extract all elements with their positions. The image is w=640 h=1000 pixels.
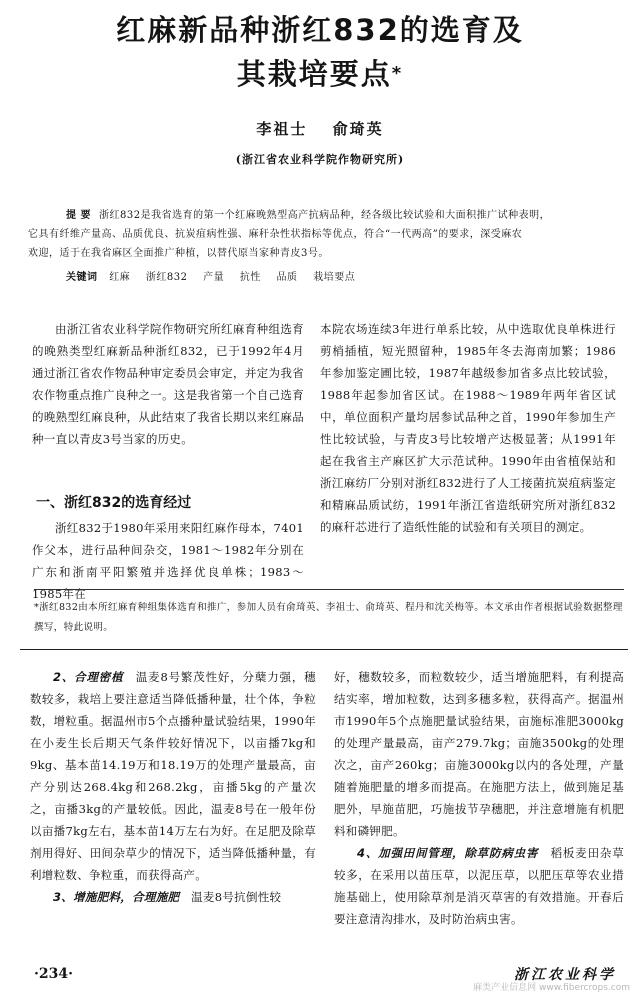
keyword: 品质 [276, 272, 298, 283]
breeding-continued-paragraph: 本院农场连续3年进行单系比较，从中选取优良单株进行剪梢插植，短光照留种，1985年冬去海南加繁；1986年参加鉴定圃比较，1987年越级参加省多点比较试验，1988年起参加省区试。在1988～1989年两年省区试中，单位面积产量均居参试品种之首，1990年参加生产性比较试验，与青皮3号比较增产达极显著；从1991年起在我省主产麻区扩大示范试种。1990年由省植保站和浙江麻纺厂分别对浙红832进行了人工接菌抗炭疽病鉴定和精麻品质试纺，1991年浙江省造纸研究所对浙红832的麻秆芯进行了造纸性能的试验和有关项目的测定。 [320, 322, 616, 534]
affiliation: (浙江省农业科学院作物研究所) [235, 153, 405, 166]
abstract-line-1: 浙红832是我省选育的第一个红麻晚熟型高产抗病品种，经各级比较试验和大面积推广试种表明， [98, 210, 551, 221]
subheading-dense-planting: 2、合理密植 [53, 670, 124, 684]
keyword: 红麻 [109, 272, 131, 283]
abstract-line-2: 它具有纤维产量高、品质优良、抗炭疽病性强、麻秆杂性状指标等优点，符合“一代两高”的要求，深受麻农 [28, 229, 523, 240]
keyword: 栽培要点 [313, 272, 356, 283]
field-management-paragraph: 4、加强田间管理，除草防病虫害 稻板麦田杂草较多，在采用以苗压草，以泥压草，以肥压草等农业措施基础上，使用除草剂是消灭草害的有效措施。开春后要注意清沟排水，及时防治病虫害。 [334, 846, 624, 926]
title-footnote-mark: * [391, 63, 404, 84]
abstract [28, 206, 618, 263]
page-number: ·234· [34, 966, 73, 982]
subheading-field-management: 4、加强田间管理，除草防病虫害 [357, 846, 539, 860]
watermark: 麻类产业信息网 www.fibercrops.com [473, 983, 630, 993]
dense-planting-paragraph: 2、合理密植 温麦8号繁茂性好，分蘖力强，穗数较多，栽培上要注意适当降低播种量，壮个体，争粒数，增粒重。据温州市5个点播种量试验结果，1990年在小麦生长后期天气条件较好情况下，以亩播7kg和9kg、基本苗14.19万和18.19万的处理产量最高，亩产分别达268.4kg和268.2kg，亩播5kg的产量次之，亩播3kg的产量较低。因此，温麦8号在一般年份以亩播7kg左右，基本苗14万左右为好。在足肥及除草剂用得好、田间杂草少的情况下，适当降低播种量，有利增粒数、争粒重，而获得高产。 [30, 670, 316, 882]
section-heading: 一、浙红832的选育经过 [36, 495, 192, 511]
fertilizer-paragraph: 3、增施肥料，合理施肥 温麦8号抗倒性较 [53, 890, 282, 904]
author-2: 俞琦英 [332, 120, 384, 138]
footnote-rule [34, 589, 624, 590]
column-4 [334, 666, 624, 930]
subheading-fertilizer: 3、增施肥料，合理施肥 [53, 890, 180, 904]
column-2 [320, 318, 616, 538]
title-line-2: 其栽培要点* [236, 57, 404, 91]
page-divider [20, 649, 628, 650]
breeding-paragraph: 浙红832于1980年采用来阳红麻作母本，7401作父本，进行品种间杂交，1981～1982年分别在广东和浙南平阳繁殖并选择优良单株；1983～1985年在 [32, 521, 304, 601]
abstract-line-3: 欢迎，适于在我省麻区全面推广种植，以替代原当家种青皮3号。 [28, 248, 329, 259]
column-1-breeding [32, 517, 304, 605]
keyword: 抗性 [239, 272, 261, 283]
journal-name: 浙江农业科学 [514, 967, 616, 983]
column-1-intro [32, 318, 304, 450]
keyword: 浙红832 [145, 272, 188, 283]
intro-paragraph: 由浙江省农业科学院作物研究所红麻育种组选育的晚熟类型红麻新品种浙红832，已于1992年4月通过浙江省农作物品种审定委员会审定，并定为我省农作物重点推广良种之一。这是我省第一个自己选育的晚熟型红麻良种，从此结束了我省长期以来红麻品种一直以青皮3号当家的历史。 [32, 322, 304, 446]
keyword: 产量 [203, 272, 225, 283]
title-line-1: 红麻新品种浙红832的选育及 [116, 13, 524, 47]
fertilizer-continued-paragraph: 好，穗数较多，而粒数较少，适当增施肥料，有利提高结实率，增加粒数，达到多穗多粒，获得高产。据温州市1990年5个点施肥量试验结果，亩施标准肥3000kg的处理产量最高，亩产279.7kg；亩施3500kg的处理次之，亩产260kg；亩施3000kg以内的各处理，产量随着施肥量的增多而提高。在施肥方法上，做到施足基肥外，早施苗肥，巧施拔节孕穗肥，并注意增施有机肥料和磷钾肥。 [334, 670, 624, 838]
column-3 [30, 666, 316, 908]
keywords-label: 关键词 [66, 272, 98, 283]
keywords [28, 268, 618, 287]
author-1: 李祖士 [256, 120, 308, 138]
authors [0, 118, 640, 139]
abstract-label: 提 要 [66, 210, 91, 221]
footnote: *浙红832由本所红麻育种组集体选育和推广，参加人员有俞琦英、李祖士、俞琦英、程丹和沈关梅等。本文承由作者根据试验数据整理撰写，特此说明。 [34, 602, 623, 633]
